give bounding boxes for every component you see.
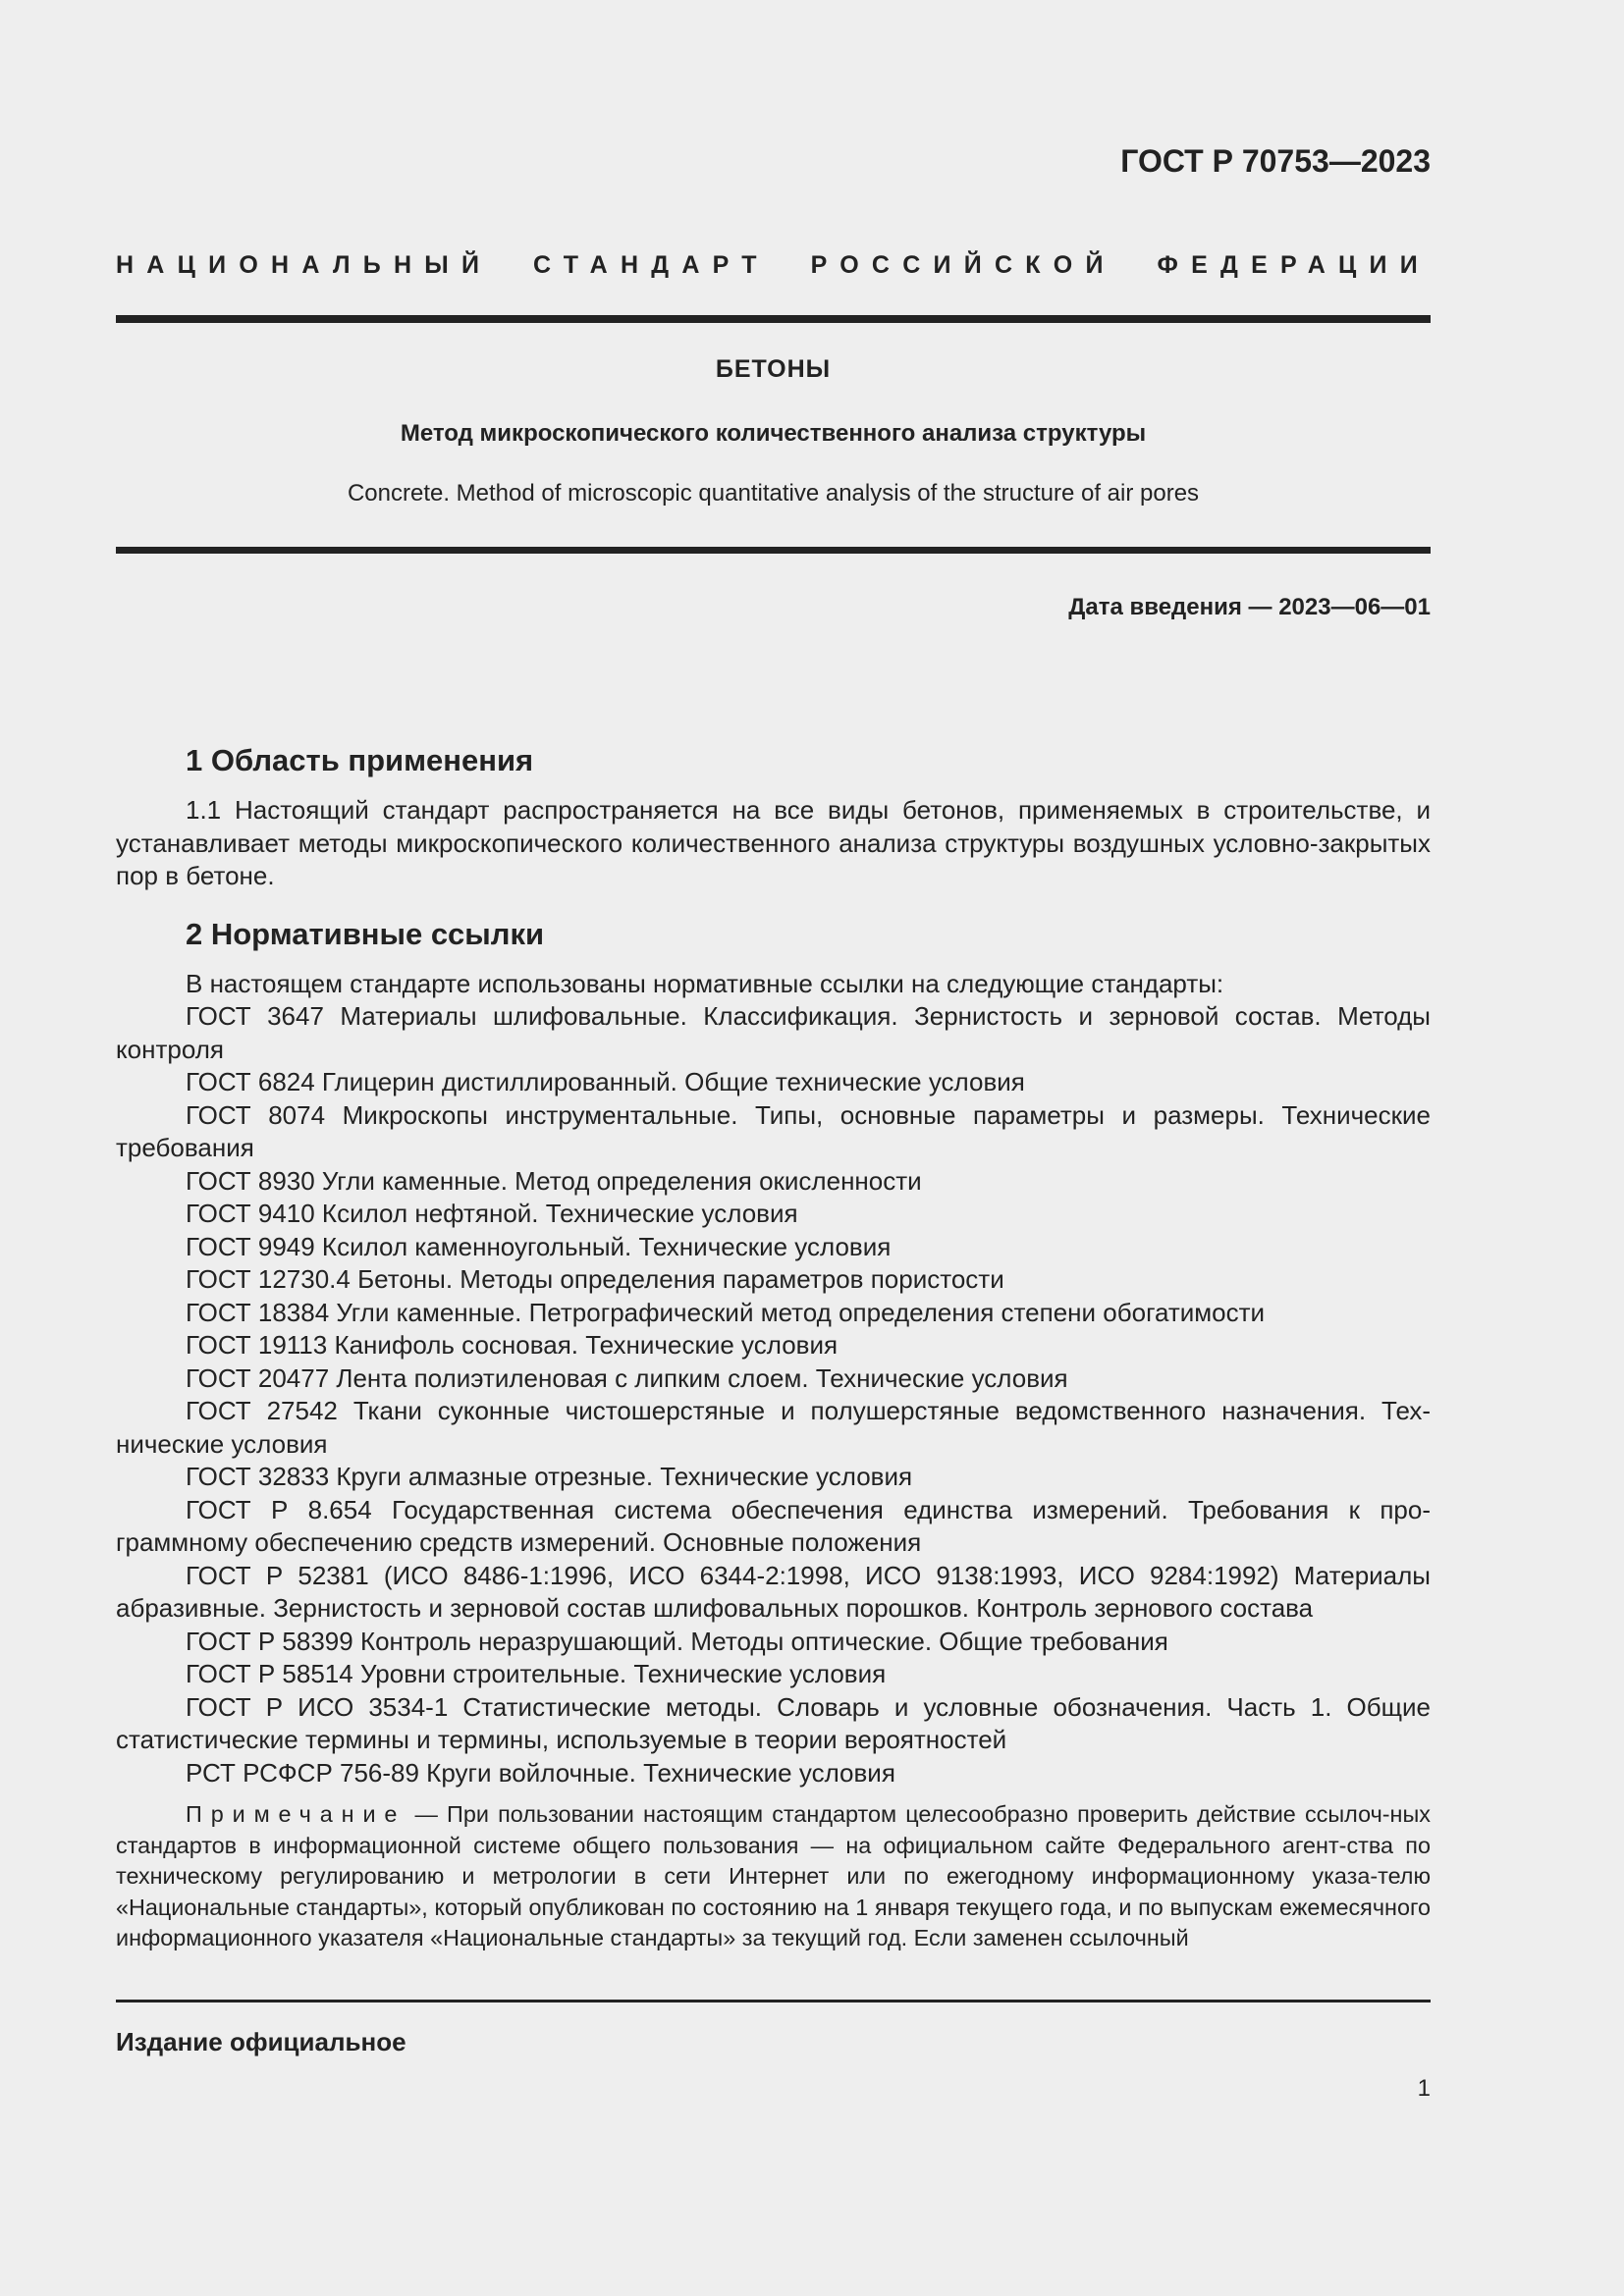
reference-item: ГОСТ 9410 Ксилол нефтяной. Технические условия bbox=[186, 1199, 798, 1228]
note-label: Примечание bbox=[186, 1801, 406, 1827]
reference-item: ГОСТ Р 58514 Уровни строительные. Технические условия bbox=[186, 1659, 887, 1688]
reference-item: ГОСТ 3647 Материалы шлифовальные. Классификация. Зернистость и зерновой состав. Методы контроля bbox=[116, 1001, 1431, 1064]
document-number: ГОСТ Р 70753—2023 bbox=[1120, 143, 1431, 179]
section-1-heading: 1 Область применения bbox=[186, 743, 534, 777]
official-edition-label: Издание официальное bbox=[116, 2027, 406, 2056]
introduction-date: Дата введения — 2023—06—01 bbox=[1068, 594, 1431, 620]
reference-item: ГОСТ 18384 Угли каменные. Петрографический метод определения степени обогатимости bbox=[186, 1297, 1266, 1327]
title-divider bbox=[116, 547, 1431, 554]
footer-divider bbox=[116, 2000, 1431, 2002]
national-standard-banner: НАЦИОНАЛЬНЫЙ СТАНДАРТ РОССИЙСКОЙ ФЕДЕРАЦИИ bbox=[116, 251, 1431, 279]
document-title: БЕТОНЫ bbox=[715, 355, 832, 383]
reference-item: ГОСТ Р 52381 (ИСО 8486-1:1996, ИСО 6344-2:1998, ИСО 9138:1993, ИСО 9284:1992) Материалы абразивные. Зернистость и зерновой состав шлифовальных порошков. Контроль зернового состава bbox=[116, 1560, 1431, 1623]
reference-item: РСТ РСФСР 756-89 Круги войлочные. Технические условия bbox=[186, 1757, 895, 1788]
document-page bbox=[116, 0, 1431, 2296]
page-number: 1 bbox=[1417, 2075, 1431, 2102]
reference-item: ГОСТ 12730.4 Бетоны. Методы определения параметров пористости bbox=[186, 1264, 1004, 1294]
reference-item: ГОСТ 9949 Ксилол каменноугольный. Технические условия bbox=[186, 1231, 892, 1261]
reference-item: ГОСТ Р 58399 Контроль неразрушающий. Методы оптические. Общие требования bbox=[186, 1626, 1168, 1656]
document-subtitle: Метод микроскопического количественного анализа структуры bbox=[400, 420, 1147, 447]
reference-item: ГОСТ 8930 Угли каменные. Метод определения окисленности bbox=[186, 1165, 922, 1196]
reference-item: ГОСТ Р ИСО 3534-1 Статистические методы. Словарь и условные обозначения. Часть 1. Общие статистические термины и термины, используемые в теории вероятностей bbox=[116, 1691, 1431, 1754]
note-text: — При пользовании настоящим стандартом целесообразно проверить действие ссылоч-ных стандартов в информационной системе общего пользования — на официальном сайте Федерального агент-ства по техническому регулированию и метрологии в сети Интернет или по ежегодному информационному указа-телю «Национальные стандарты», который опубликован по состоянию на 1 января текущего года, и по выпускам ежемесячного информационного указателя «Национальные стандарты» за текущий год. Если заменен ссылочный bbox=[116, 1801, 1431, 1950]
reference-item: ГОСТ 20477 Лента полиэтиленовая с липким слоем. Технические условия bbox=[186, 1362, 1068, 1393]
reference-item: ГОСТ 8074 Микроскопы инструментальные. Типы, основные параметры и размеры. Технические требования bbox=[116, 1099, 1431, 1162]
top-divider bbox=[116, 315, 1431, 323]
section-2-heading: 2 Нормативные ссылки bbox=[186, 916, 545, 951]
reference-item: ГОСТ 32833 Круги алмазные отрезные. Технические условия bbox=[186, 1462, 913, 1491]
note-paragraph bbox=[116, 1799, 1431, 1954]
english-title: Concrete. Method of microscopic quantitative analysis of the structure of air pores bbox=[347, 480, 1200, 507]
reference-item: ГОСТ Р 8.654 Государственная система обеспечения единства измерений. Требования к про-граммному обеспечению средств измерений. Основные положения bbox=[116, 1494, 1431, 1557]
references-intro: В настоящем стандарте использованы нормативные ссылки на следующие стандарты: bbox=[186, 968, 1224, 998]
document-body bbox=[116, 741, 1431, 1954]
reference-item: ГОСТ 19113 Канифоль сосновая. Технические условия bbox=[186, 1330, 839, 1360]
reference-item: ГОСТ 6824 Глицерин дистиллированный. Общие технические условия bbox=[186, 1067, 1025, 1096]
section-1-paragraph: 1.1 Настоящий стандарт распространяется на все виды бетонов, применяемых в строительстве, и устанавливает методы микроскопического количественного анализа структуры воздушных условно-закрытых пор в бетоне. bbox=[116, 795, 1431, 890]
reference-item: ГОСТ 27542 Ткани суконные чистошерстяные и полушерстяные ведомственного назначения. Тех-нические условия bbox=[116, 1396, 1431, 1459]
